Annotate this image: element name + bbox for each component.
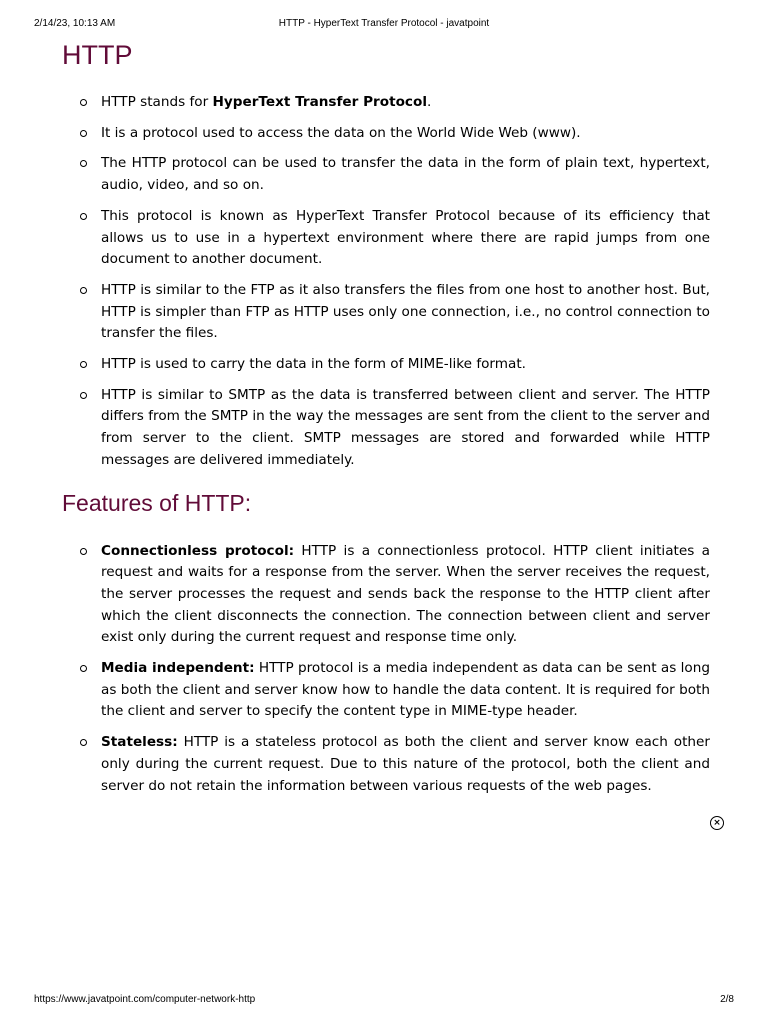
list-item (62, 354, 710, 376)
print-page-title: HTTP - HyperText Transfer Protocol - javatpoint (278, 18, 490, 29)
feature-description: HTTP is a connectionless protocol. HTTP client initiates a request and waits for a response from the server. When the server receives the request, the server processes the request and sends back the response to the HTTP client after which the client disconnects the connection. The connection between client and server exist only during the current request and response time only. (101, 542, 710, 646)
list-item (62, 541, 710, 650)
item-text: The HTTP protocol can be used to transfer the data in the form of plain text, hypertext, audio, video, and so on. (101, 155, 710, 194)
item-text: It is a protocol used to access the data on the World Wide Web (www). (101, 124, 581, 141)
bullet-icon (80, 739, 87, 746)
feature-description: HTTP protocol is a media independent as data can be sent as long as both the client and server know how to handle the data content. It is required for both the client and server to specify the content type in MIME-type header. (101, 660, 710, 720)
bullet-icon (80, 130, 87, 137)
item-text: This protocol is known as HyperText Transfer Protocol because of its efficiency that allows us to use in a hypertext environment where there are rapid jumps from one document to another document. (101, 207, 710, 268)
list-item (62, 280, 710, 345)
close-circle-icon[interactable]: × (710, 816, 724, 830)
print-header (34, 17, 734, 31)
list-item (62, 206, 710, 271)
page-url: https://www.javatpoint.com/computer-network-http (34, 994, 256, 1005)
list-item (62, 385, 710, 472)
feature-term: Stateless: (101, 734, 178, 751)
print-date: 2/14/23, 10:13 AM (34, 18, 116, 29)
item-text-end: . (427, 94, 432, 110)
http-points-list (62, 92, 710, 472)
item-text: HTTP is used to carry the data in the form of MIME-like format. (101, 356, 526, 373)
list-item (62, 153, 710, 196)
item-text: HTTP is similar to SMTP as the data is transferred between client and server. The HTTP differs from the SMTP in the way the messages are sent from the client to the server and from server to the client. SMTP messages are stored and forwarded while HTTP messages are delivered immediately. (101, 386, 710, 468)
item-text: HTTP stands for (101, 94, 213, 110)
bullet-icon (80, 548, 87, 555)
feature-description: HTTP is a stateless protocol as both the client and server know each other only during the current request. Due to this nature of the protocol, both the client and server do not retain the information between various requests of the web pages. (101, 734, 710, 794)
print-footer (34, 993, 734, 1007)
article-content (62, 38, 710, 806)
list-item (62, 92, 710, 114)
bullet-icon (80, 287, 87, 294)
list-item (62, 732, 710, 797)
features-list (62, 541, 710, 798)
bullet-icon (80, 361, 87, 368)
features-heading: Features of HTTP: (62, 489, 252, 516)
feature-term: Media independent: (101, 660, 255, 677)
item-bold-text: HyperText Transfer Protocol (212, 94, 427, 110)
list-item (62, 123, 710, 145)
bullet-icon (80, 213, 87, 220)
http-heading: HTTP (62, 40, 133, 70)
item-text: HTTP is similar to the FTP as it also transfers the files from one host to another host. But, HTTP is simpler than FTP as HTTP uses only one connection, i.e., no control connection to transfer the files. (101, 281, 710, 342)
feature-term: Connectionless protocol: (101, 542, 295, 559)
page-number: 2/8 (720, 994, 734, 1005)
bullet-icon (80, 99, 87, 106)
list-item (62, 658, 710, 723)
bullet-icon (80, 665, 87, 672)
bullet-icon (80, 392, 87, 399)
bullet-icon (80, 160, 87, 167)
